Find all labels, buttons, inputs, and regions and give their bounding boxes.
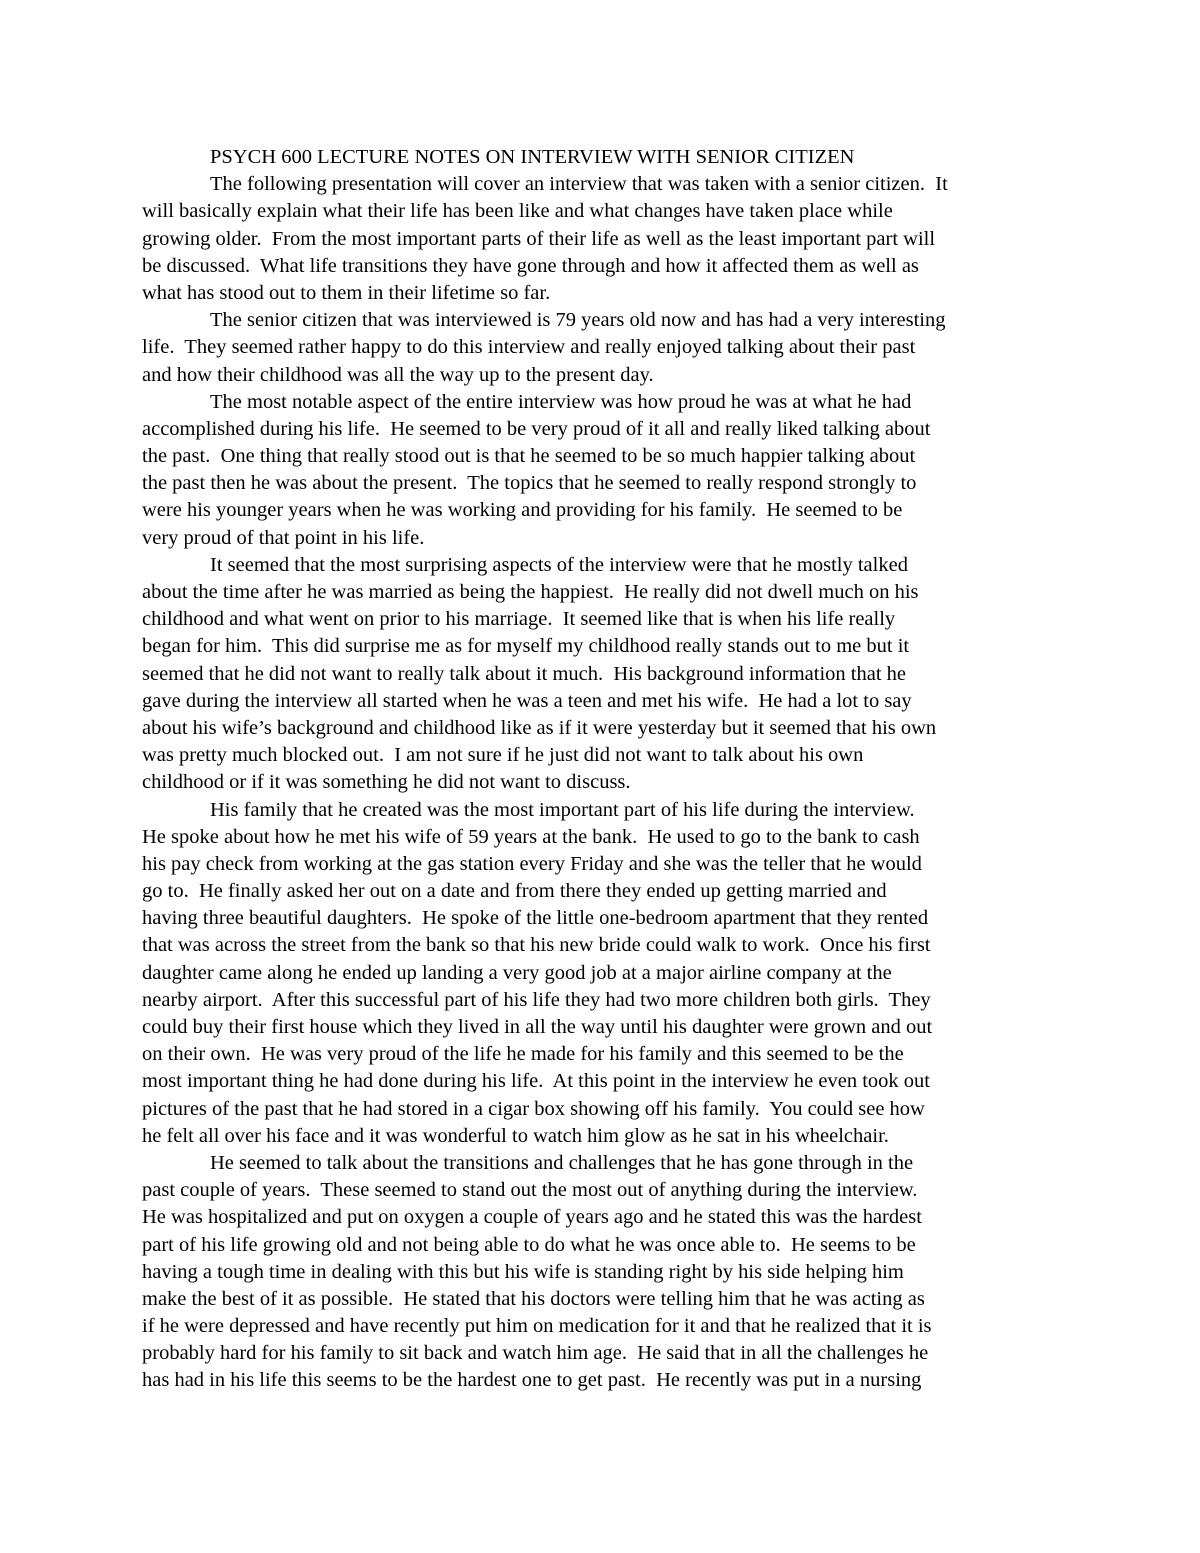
text-line: about the time after he was married as being the happiest. He really did not dwell much on his [142, 581, 919, 603]
text-line: having three beautiful daughters. He spoke of the little one-bedroom apartment that they rented [142, 907, 929, 930]
text-line: has had in his life this seems to be the hardest one to get past. He recently was put in a nursing [142, 1369, 922, 1392]
text-line: be discussed. What life transitions they have gone through and how it affected them as well as [142, 254, 919, 277]
document-body [142, 144, 1062, 1395]
text-line: he felt all over his face and it was wonderful to watch him glow as he sat in his wheelchair. [142, 1124, 889, 1147]
text-line: He was hospitalized and put on oxygen a couple of years ago and he stated this was the hardest [142, 1206, 922, 1229]
text-line: if he were depressed and have recently put him on medication for it and that he realized that it is [142, 1315, 932, 1338]
text-line: go to. He finally asked her out on a date and from there they ended up getting married and [142, 880, 887, 903]
text-line: began for him. This did surprise me as for myself my childhood really stands out to me but it [142, 635, 910, 658]
text-line: daughter came along he ended up landing a very good job at a major airline company at the [142, 961, 892, 984]
text-line: very proud of that point in his life. [142, 526, 425, 549]
text-line: part of his life growing old and not being able to do what he was once able to. He seems to be [142, 1233, 916, 1256]
text-line: about his wife’s background and childhood like as if it were yesterday but it seemed that his own [142, 716, 937, 739]
text-line: on their own. He was very proud of the life he made for his family and this seemed to be the [142, 1043, 904, 1066]
text-line: will basically explain what their life has been like and what changes have taken place while [142, 200, 893, 223]
text-line: accomplished during his life. He seemed to be very proud of it all and really liked talking about [142, 417, 931, 440]
text-line: what has stood out to them in their lifetime so far. [142, 281, 551, 304]
text-line: probably hard for his family to sit back and watch him age. He said that in all the challenges he [142, 1342, 929, 1365]
text-line: could buy their first house which they lived in all the way until his daughter were grown and out [142, 1016, 933, 1038]
text-line: make the best of it as possible. He stated that his doctors were telling him that he was acting as [142, 1287, 925, 1310]
text-line: He spoke about how he met his wife of 59 years at the bank. He used to go to the bank to cash [142, 825, 920, 848]
text-line: growing older. From the most important parts of their life as well as the least important part will [142, 227, 936, 250]
text-line: His family that he created was the most important part of his life during the interview. [210, 798, 915, 821]
text-line: was pretty much blocked out. I am not sure if he just did not want to talk about his own [142, 744, 864, 767]
text-line: that was across the street from the bank so that his new bride could walk to work. Once his first [142, 934, 931, 957]
text-line: the past. One thing that really stood out is that he seemed to be so much happier talking about [142, 445, 916, 468]
text-line: having a tough time in dealing with this but his wife is standing right by his side helping him [142, 1260, 904, 1283]
text-line: childhood and what went on prior to his marriage. It seemed like that is when his life really [142, 608, 896, 631]
text-line: The following presentation will cover an interview that was taken with a senior citizen. It [210, 173, 948, 196]
text-line: nearby airport. After this successful part of his life they had two more children both girls. They [142, 988, 931, 1011]
text-line: seemed that he did not want to really talk about it much. His background information that he [142, 662, 907, 685]
text-line: The senior citizen that was interviewed is 79 years old now and has had a very interesting [210, 309, 946, 332]
text-line: gave during the interview all started when he was a teen and met his wife. He had a lot to say [142, 689, 912, 712]
page-title: PSYCH 600 LECTURE NOTES ON INTERVIEW WITH SENIOR CITIZEN [210, 146, 855, 168]
text-line: were his younger years when he was working and providing for his family. He seemed to be [142, 499, 903, 522]
text-line: the past then he was about the present. The topics that he seemed to really respond strongly to [142, 472, 917, 495]
text-line: He seemed to talk about the transitions and challenges that he has gone through in the [210, 1151, 914, 1174]
text-line: childhood or if it was something he did not want to discuss. [142, 771, 631, 794]
text-line: past couple of years. These seemed to stand out the most out of anything during the interview. [142, 1179, 918, 1202]
text-line: most important thing he had done during his life. At this point in the interview he even took out [142, 1070, 930, 1093]
text-line: pictures of the past that he had stored in a cigar box showing off his family. You could see how [142, 1097, 925, 1120]
text-line: his pay check from working at the gas station every Friday and she was the teller that he would [142, 852, 922, 875]
text-line: life. They seemed rather happy to do this interview and really enjoyed talking about their past [142, 336, 916, 359]
text-line: The most notable aspect of the entire interview was how proud he was at what he had [210, 390, 912, 413]
text-line: It seemed that the most surprising aspects of the interview were that he mostly talked [210, 553, 908, 576]
text-line: and how their childhood was all the way up to the present day. [142, 363, 654, 386]
